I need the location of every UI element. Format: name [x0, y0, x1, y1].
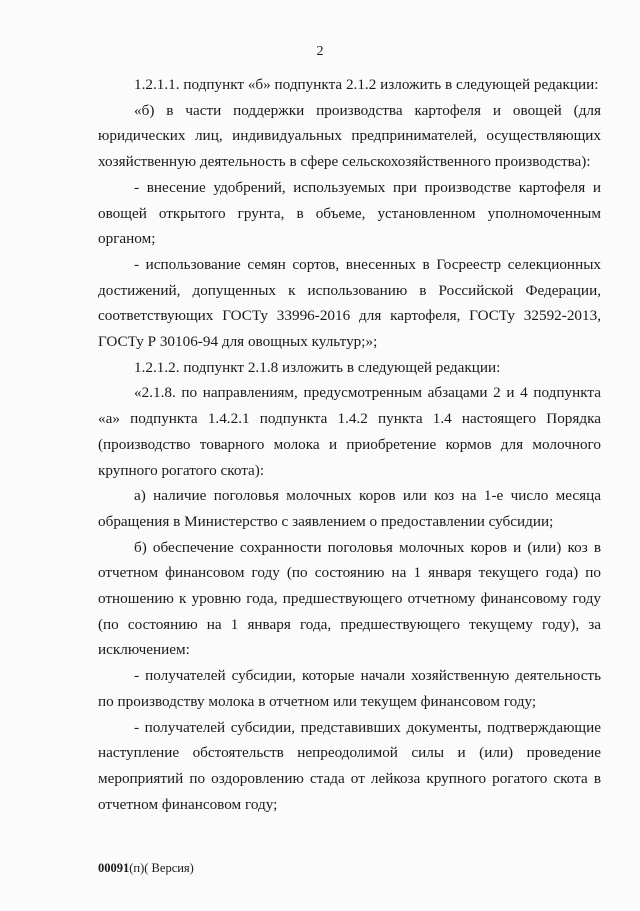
paragraph-seeds-item: - использование семян сортов, внесенных в Госреестр селекционных достижений, допущенных к использованию в Российской Федерации, соответствующих ГОСТу 33996-2016 для картофеля, ГОСТу 32592-2013, ГОСТу Р 30106-94 для овощных культур;»;: [98, 255, 601, 351]
document-footer: [98, 861, 194, 876]
paragraph-1-2-1-1-heading: 1.2.1.1. подпункт «б» подпункта 2.1.2 изложить в следующей редакции:: [134, 76, 599, 93]
paragraph-2-1-8: «2.1.8. по направлениям, предусмотренным абзацами 2 и 4 подпункта «а» подпункта 1.4.2.1 подпункта 1.4.2 пункта 1.4 настоящего Порядка (производство товарного молока и приобретение кормов для молочного крупного рогатого скота):: [98, 384, 601, 479]
document-version: (п)( Версия): [129, 861, 194, 875]
paragraph-subitem-b: «б) в части поддержки производства картофеля и овощей (для юридических лиц, индивидуальных предпринимателей, осуществляющих хозяйственную деятельность в сфере сельскохозяйственного производства):: [98, 101, 601, 171]
paragraph-1-2-1-2-heading: 1.2.1.2. подпункт 2.1.8 изложить в следующей редакции:: [134, 358, 501, 376]
paragraph-condition-a: а) наличие поголовья молочных коров или коз на 1-е число месяца обращения в Министерство с заявлением о предоставлении субсидии;: [98, 487, 601, 530]
page-number: 2: [316, 44, 324, 59]
document-code: 00091: [98, 861, 130, 875]
document-body: [98, 72, 601, 817]
paragraph-condition-b: б) обеспечение сохранности поголовья молочных коров и (или) коз в отчетном финансовом году (по состоянию на 1 января текущего года) по отношению к уровню года, предшествующего отчетному финансовому году (по состоянию на 1 января года, предшествующего текущему году), за исключением:: [98, 538, 601, 659]
paragraph-exception-force-majeure: - получателей субсидии, представивших документы, подтверждающие наступление обстоятельств непреодолимой силы и (или) проведение мероприятий по оздоровлению стада от лейкоза крупного рогатого скота в отчетном финансовом году;: [98, 718, 601, 813]
paragraph-fertilizer-item: - внесение удобрений, используемых при производстве картофеля и овощей открытого грунта, в объеме, установленном уполномоченным органом;: [98, 178, 601, 248]
paragraph-exception-new-producers: - получателей субсидии, которые начали хозяйственную деятельность по производству молока в отчетном или текущем финансовом году;: [98, 667, 601, 710]
